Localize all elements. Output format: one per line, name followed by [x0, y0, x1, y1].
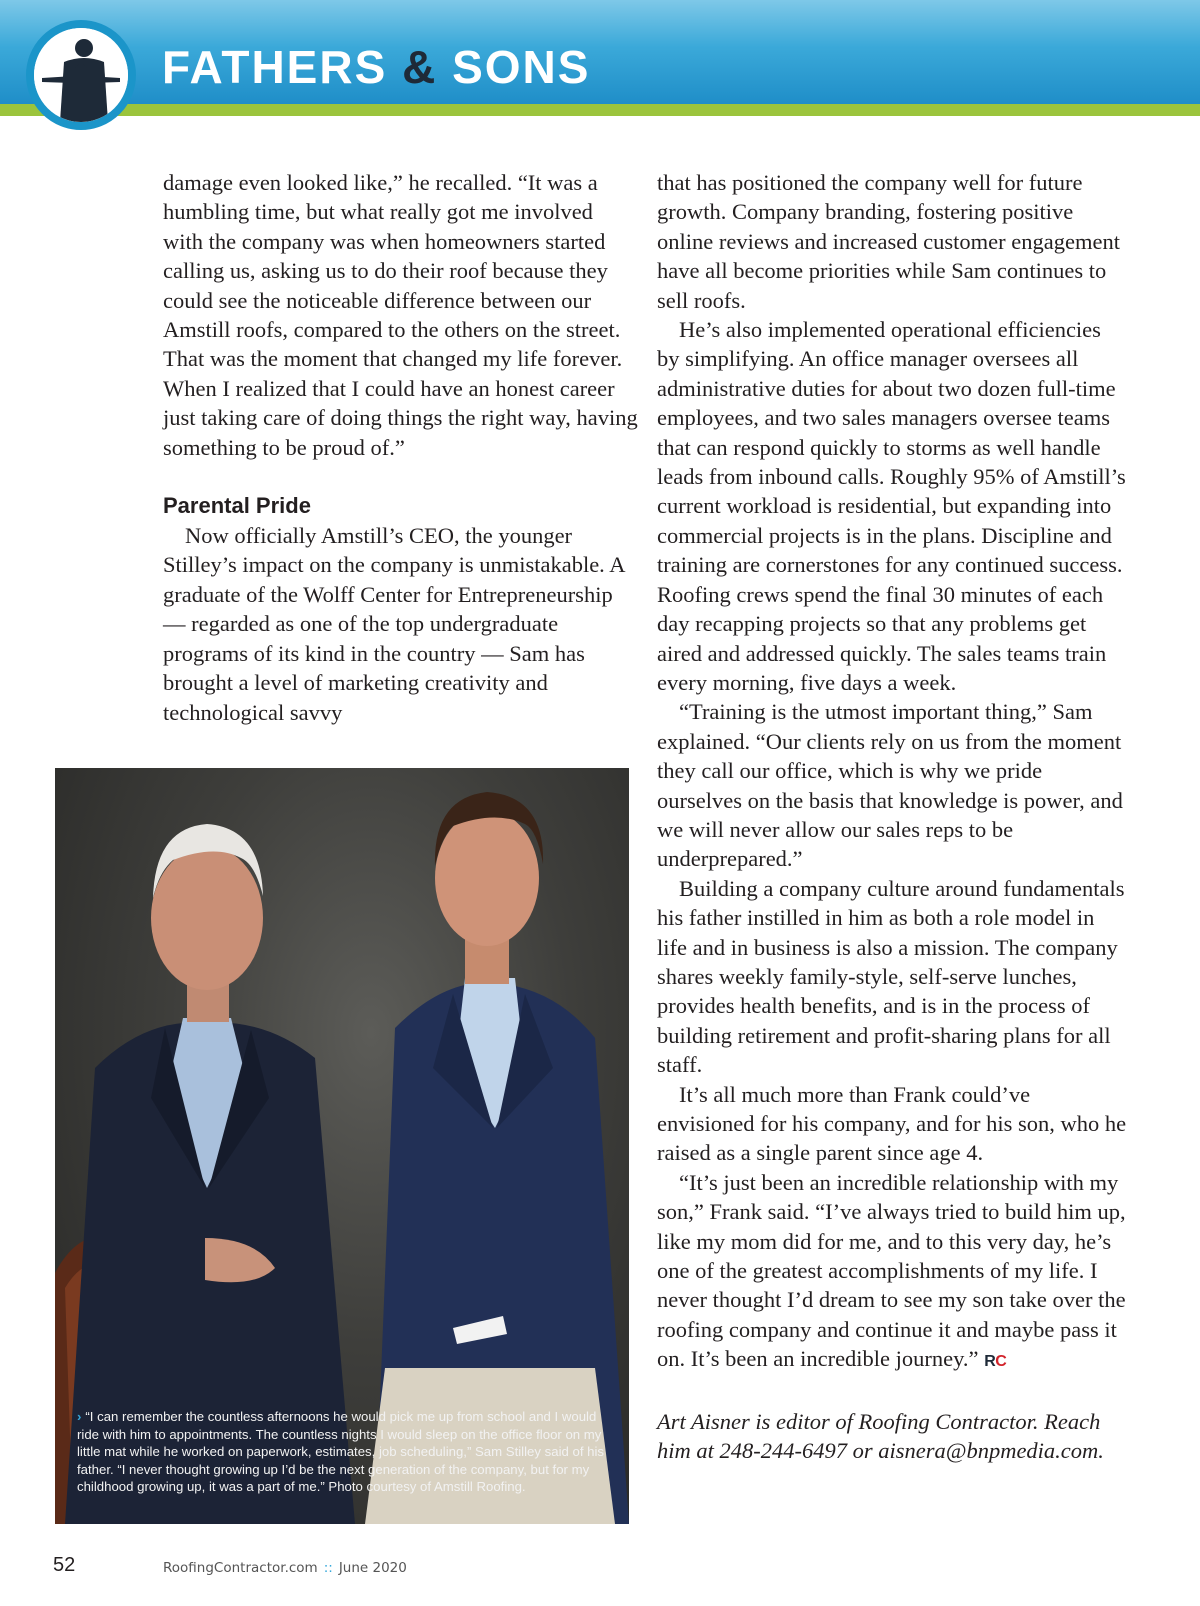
article-column-left [163, 168, 638, 727]
footer-publication [163, 1560, 407, 1576]
rc-end-mark [984, 1353, 1006, 1370]
footer-site: RoofingContractor.com [163, 1560, 318, 1576]
subhead: Parental Pride [163, 493, 311, 519]
body-paragraph: He’s also implemented operational efficiencies by simplifying. An office manager oversees all administrative duties for about two dozen full-time employees, and two sales managers oversee teams that can respond quickly to storms as well handle leads from inbound calls. Roughly 95% of Amstill’s current workload is residential, but expanding into commercial projects is in the plans. Discipline and training are cornerstones for any continued success. Roofing crews spend the final 30 minutes of each day recapping projects so that any problems get aired and addressed quickly. The sales teams train every morning, five days a week. [657, 317, 1126, 695]
body-paragraph-final [657, 1168, 1127, 1377]
body-paragraph: damage even looked like,” he recalled. “It was a humbling time, but what really got me involved with the company was when homeowners started calling us, asking us to do their roof because they could see the noticeable difference between our Amstill roofs, compared to the others on the street. That was the moment that changed my life forever. When I realized that I could have an honest career just taking care of doing things the right way, having something to be proud of.” [163, 170, 638, 460]
footer-issue: June 2020 [338, 1560, 407, 1576]
father-son-silhouette-icon [26, 20, 136, 130]
page-number: 52 [53, 1554, 76, 1576]
article-column-right [657, 168, 1127, 1465]
header-accent-line [0, 104, 1200, 116]
end-mark-r: R [984, 1353, 996, 1371]
body-paragraph: Now officially Amstill’s CEO, the younger Stilley’s impact on the company is unmistakable. A graduate of the Wolff Center for Entrepreneurship — regarded as one of the top undergraduate programs of its kind in the country — Sam has brought a level of marketing creativity and technological savvy [163, 523, 625, 725]
author-bio: Art Aisner is editor of Roofing Contractor. Reach him at 248-244-6497 or aisnera@bnpmedia.com. [657, 1408, 1104, 1464]
caption-arrow-icon: › [77, 1409, 82, 1424]
final-paragraph-text: “It’s just been an incredible relationship with my son,” Frank said. “I’ve always tried to build him up, like my mom did for me, and to this very day, he’s one of the greatest accomplishments of my life. I never thought I’d dream to see my son take over the roofing company and continue it and maybe pass it on. It’s been an incredible journey.” [657, 1169, 1126, 1372]
section-title [162, 41, 591, 93]
end-mark-c: C [995, 1353, 1007, 1371]
body-paragraph: Building a company culture around fundamentals his father instilled in him as both a role model in life and in business is also a mission. The company shares weekly family-style, self-serve lunches, provides health benefits, and is in the process of building retirement and profit-sharing plans for all staff. [657, 875, 1125, 1078]
title-part-sons: SONS [452, 41, 591, 93]
body-paragraph: “Training is the utmost important thing,” Sam explained. “Our clients rely on us from the moment they call our office, which is why we pride ourselves on the basis that knowledge is power, and we will never allow our sales reps to be underprepared.” [657, 699, 1123, 872]
footer-separator: :: [323, 1560, 333, 1576]
caption-text: “I can remember the countless afternoons he would pick me up from school and I would ride with him to appointments. The countless nights I would sleep on the office floor on my little mat while he worked on paperwork, estimates, job scheduling,” Sam Stilley said of his father. “I never thought growing up I’d be the next generation of the company, but for my childhood growing up, it was a part of me.” Photo courtesy of Amstill Roofing. [77, 1409, 605, 1495]
article-photo [55, 768, 629, 1524]
photo-caption [77, 1408, 607, 1496]
body-paragraph: that has positioned the company well for future growth. Company branding, fostering positive online reviews and increased customer engagement have all become priorities while Sam continues to sell roofs. [657, 170, 1120, 313]
body-paragraph: It’s all much more than Frank could’ve envisioned for his company, and for his son, who he raised as a single parent since age 4. [657, 1081, 1127, 1166]
title-ampersand: & [402, 41, 438, 93]
title-part-fathers: FATHERS [162, 41, 388, 93]
